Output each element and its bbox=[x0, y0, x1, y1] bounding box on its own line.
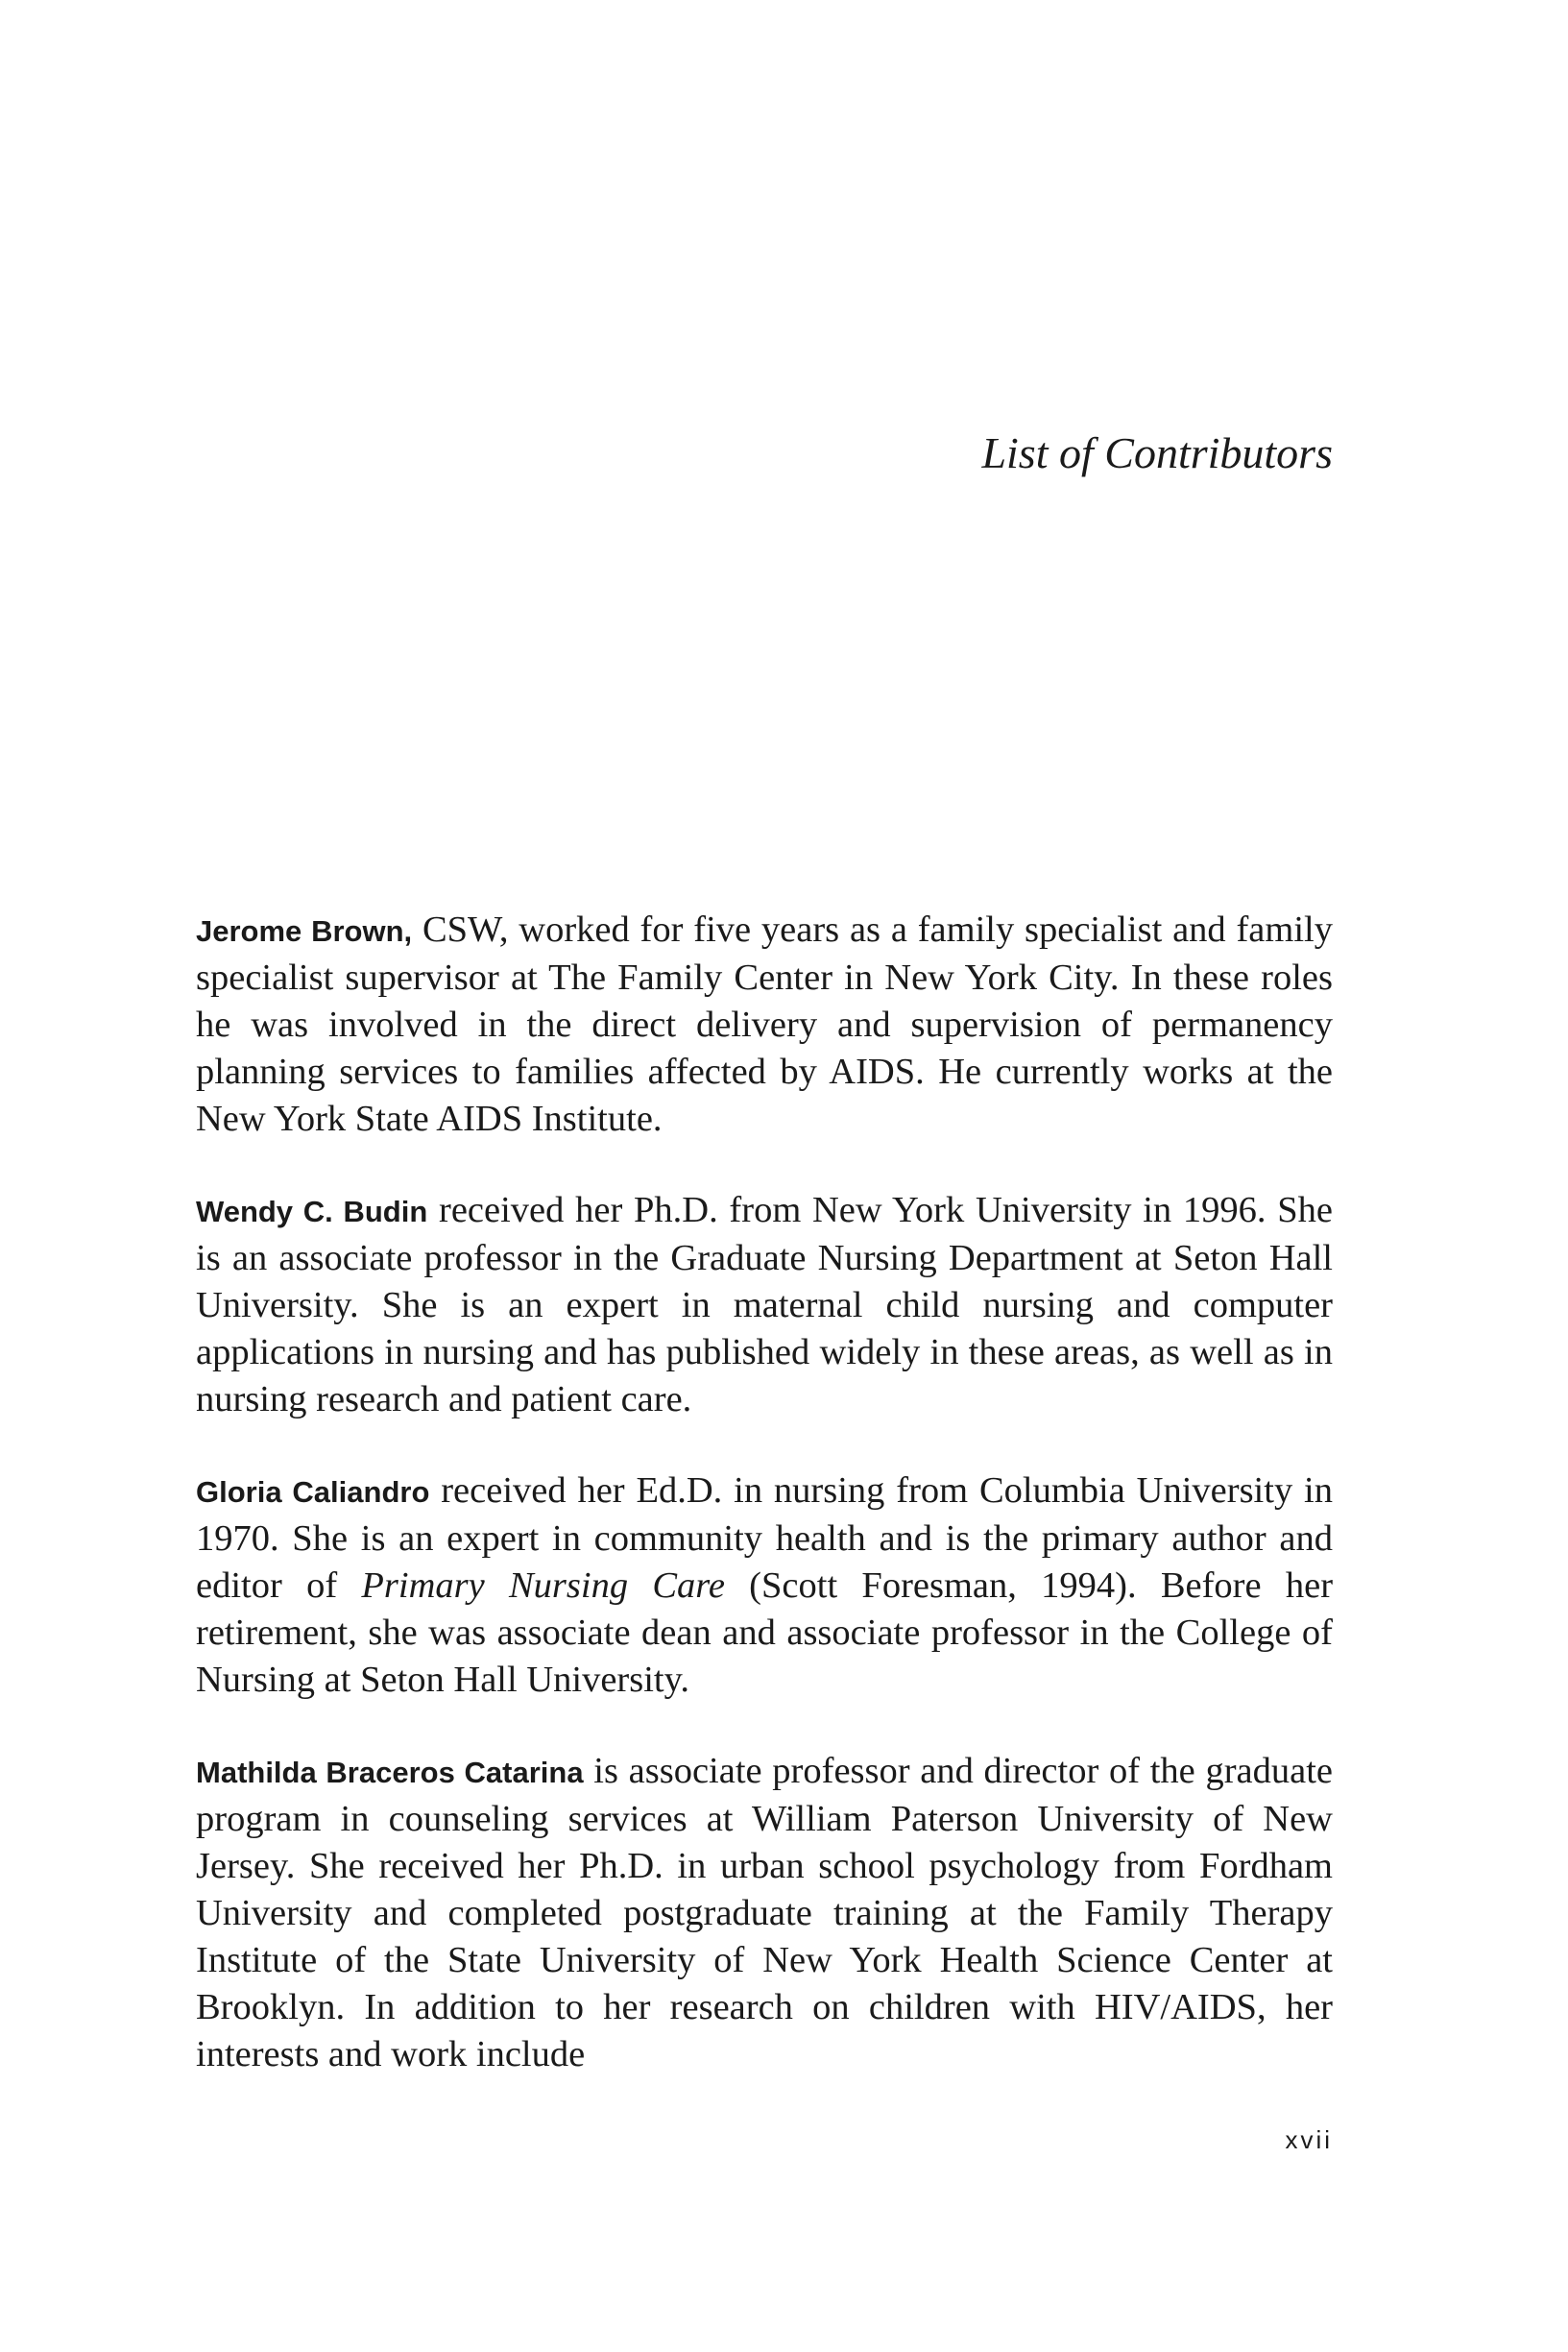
contributor-entry-gloria-caliandro bbox=[196, 1467, 1333, 1704]
contributor-name: Wendy C. Budin bbox=[196, 1195, 428, 1228]
page-title: List of Contributors bbox=[981, 428, 1333, 477]
contributor-entry-mathilda-catarina bbox=[196, 1748, 1333, 2078]
contributors-list bbox=[196, 907, 1333, 2122]
contributor-name: Mathilda Braceros Catarina bbox=[196, 1756, 584, 1789]
contributor-entry-jerome-brown bbox=[196, 907, 1333, 1143]
contributor-bio-continued: (Scott Foresman, 1994). Before her retirement, she was associate dean and associate professor in the College of Nursing at Seton Hall University. bbox=[196, 1565, 1334, 1700]
contributor-name: Jerome Brown, bbox=[196, 914, 413, 948]
contributor-bio: received her Ed.D. in nursing from Columbia University in 1970. She is an expert in community health and is the primary author and editor of bbox=[196, 1470, 1333, 1606]
book-title: Primary Nursing Care bbox=[361, 1565, 725, 1606]
contributor-bio: CSW, worked for five years as a family specialist and family specialist supervisor at The Family Center in New York City. In these roles he was involved in the direct delivery and supervision of permanency planning services to families affected by AIDS. He currently works at the New York State AIDS Institute. bbox=[196, 909, 1333, 1139]
contributor-bio: received her Ph.D. from New York University in 1996. She is an associate professor in the Graduate Nursing Department at Seton Hall University. She is an expert in maternal child nursing and computer applications in nursing and has published widely in these areas, as well as in nursing research and patient care. bbox=[196, 1190, 1333, 1419]
page-number: xvii bbox=[1285, 2125, 1333, 2154]
contributor-entry-wendy-budin bbox=[196, 1187, 1333, 1423]
contributor-name: Gloria Caliandro bbox=[196, 1475, 430, 1509]
contributor-bio: is associate professor and director of the graduate program in counseling services at William Paterson University of New Jersey. She received her Ph.D. in urban school psychology from Fordham University and completed postgraduate training at the Family Therapy Institute of the State University of New York Health Science Center at Brooklyn. In addition to her research on children with HIV/AIDS, her interests and work include bbox=[196, 1751, 1333, 2074]
